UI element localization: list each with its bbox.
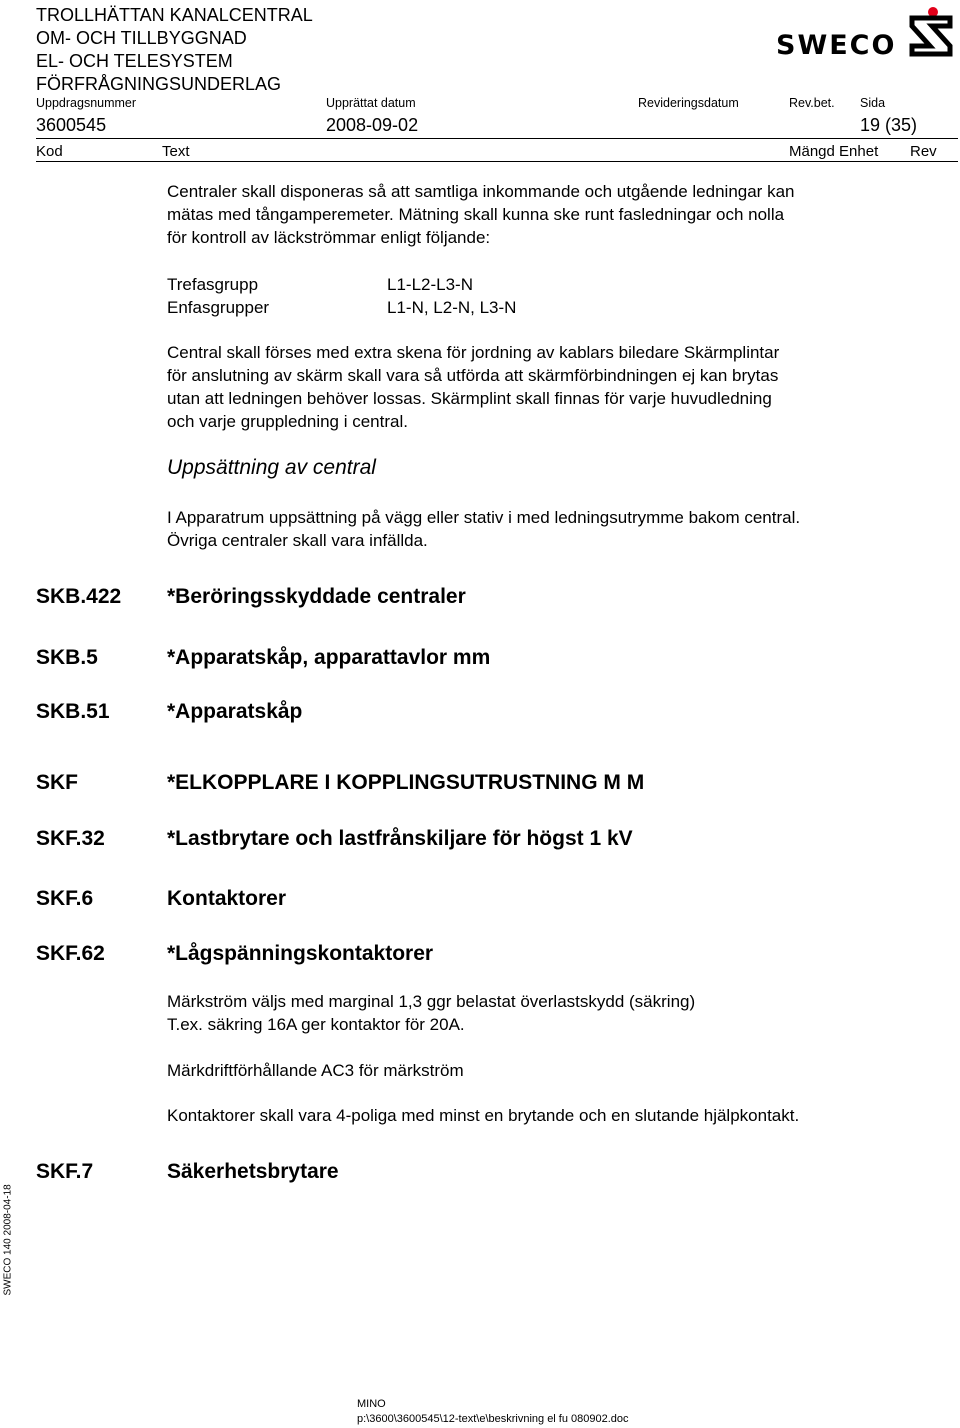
- footer-author: MINO: [357, 1398, 386, 1410]
- paragraph-uppsattning: [167, 506, 800, 552]
- text-line: Övriga centraler skall vara infällda.: [167, 531, 428, 550]
- title-line-3: EL- OCH TELESYSTEM: [36, 51, 233, 71]
- value-upprattat-datum: 2008-09-02: [326, 115, 419, 135]
- section-code: SKF.6: [36, 887, 94, 910]
- header-divider: [36, 138, 958, 139]
- group-name-trefas: Trefasgrupp: [167, 275, 259, 294]
- title-line-2: OM- OCH TILLBYGGNAD: [36, 28, 247, 48]
- text-line: utan att ledningen behöver lossas. Skärmplint skall finnas för varje huvudledning: [167, 389, 772, 408]
- label-sida: Sida: [860, 96, 886, 110]
- paragraph-disposition: [167, 180, 794, 249]
- logo-mark-icon: [906, 4, 956, 60]
- section-title: Säkerhetsbrytare: [167, 1160, 339, 1183]
- section-title: *Beröringsskyddade centraler: [167, 585, 466, 608]
- group-value-enfas: L1-N, L2-N, L3-N: [387, 298, 517, 317]
- logo-text: SWECO: [776, 30, 897, 61]
- paragraph-ac3: Märkdriftförhållande AC3 för märkström: [167, 1061, 464, 1080]
- col-rev: Rev: [910, 143, 937, 160]
- group-value-trefas: L1-L2-L3-N: [387, 275, 473, 294]
- project-title: [36, 4, 313, 96]
- text-line: I Apparatrum uppsättning på vägg eller stativ i med ledningsutrymme bakom central.: [167, 508, 801, 527]
- title-line-1: TROLLHÄTTAN KANALCENTRAL: [36, 5, 313, 25]
- text-line: och varje gruppledning i central.: [167, 412, 408, 431]
- text-line: för kontroll av läckströmmar enligt följande:: [167, 228, 491, 247]
- section-title: *Apparatskåp, apparattavlor mm: [167, 646, 491, 669]
- text-line: mätas med tångamperemeter. Mätning skall kunna ske runt fasledningar och nolla: [167, 205, 785, 224]
- col-mangd-enhet: Mängd Enhet: [789, 143, 879, 160]
- section-title: Kontaktorer: [167, 887, 287, 910]
- text-line: Märkström väljs med marginal 1,3 ggr belastat överlastskydd (säkring): [167, 992, 696, 1011]
- section-title: *Apparatskåp: [167, 700, 303, 723]
- section-code: SKF.7: [36, 1160, 94, 1183]
- section-title: *Lastbrytare och lastfrånskiljare för högst 1 kV: [167, 827, 633, 850]
- col-text: Text: [162, 143, 190, 160]
- column-divider: [36, 161, 958, 162]
- label-upprattat-datum: Upprättat datum: [326, 96, 416, 110]
- label-uppdragsnummer: Uppdragsnummer: [36, 96, 137, 110]
- text-line: Centraler skall disponeras så att samtliga inkommande och utgående ledningar kan: [167, 182, 795, 201]
- label-revideringsdatum: Revideringsdatum: [638, 96, 739, 110]
- label-rev-bet: Rev.bet.: [789, 96, 835, 110]
- text-line: Central skall förses med extra skena för jordning av kablars biledare Skärmplintar: [167, 343, 780, 362]
- section-code: SKF.32: [36, 827, 105, 850]
- section-code: SKB.51: [36, 700, 110, 723]
- heading-uppsattning: Uppsättning av central: [167, 456, 376, 479]
- section-code: SKF: [36, 771, 78, 794]
- section-title: *Lågspänningskontaktorer: [167, 942, 434, 965]
- group-name-enfas: Enfasgrupper: [167, 298, 270, 317]
- footer-path: p:\3600\3600545\12-text\e\beskrivning el fu 080902.doc: [357, 1413, 629, 1425]
- value-sida: 19 (35): [860, 115, 918, 135]
- section-code: SKF.62: [36, 942, 105, 965]
- sweco-logo: [776, 4, 956, 62]
- paragraph-kontaktorer: Kontaktorer skall vara 4-poliga med minst en brytande och en slutande hjälpkontakt.: [167, 1106, 800, 1125]
- title-line-4: FÖRFRÅGNINGSUNDERLAG: [36, 74, 282, 94]
- text-line: för anslutning av skärm skall vara så utförda att skärmförbindningen ej kan brytas: [167, 366, 779, 385]
- text-line: T.ex. säkring 16A ger kontaktor för 20A.: [167, 1015, 465, 1034]
- value-uppdragsnummer: 3600545: [36, 115, 107, 135]
- section-code: SKB.422: [36, 585, 122, 608]
- paragraph-markstrom: [167, 990, 695, 1036]
- side-stamp: SWECO 140 2008-04-18: [2, 1184, 14, 1296]
- section-code: SKB.5: [36, 646, 98, 669]
- col-kod: Kod: [36, 143, 63, 160]
- paragraph-jordning: [167, 341, 779, 433]
- section-title: *ELKOPPLARE I KOPPLINGSUTRUSTNING M M: [167, 771, 645, 794]
